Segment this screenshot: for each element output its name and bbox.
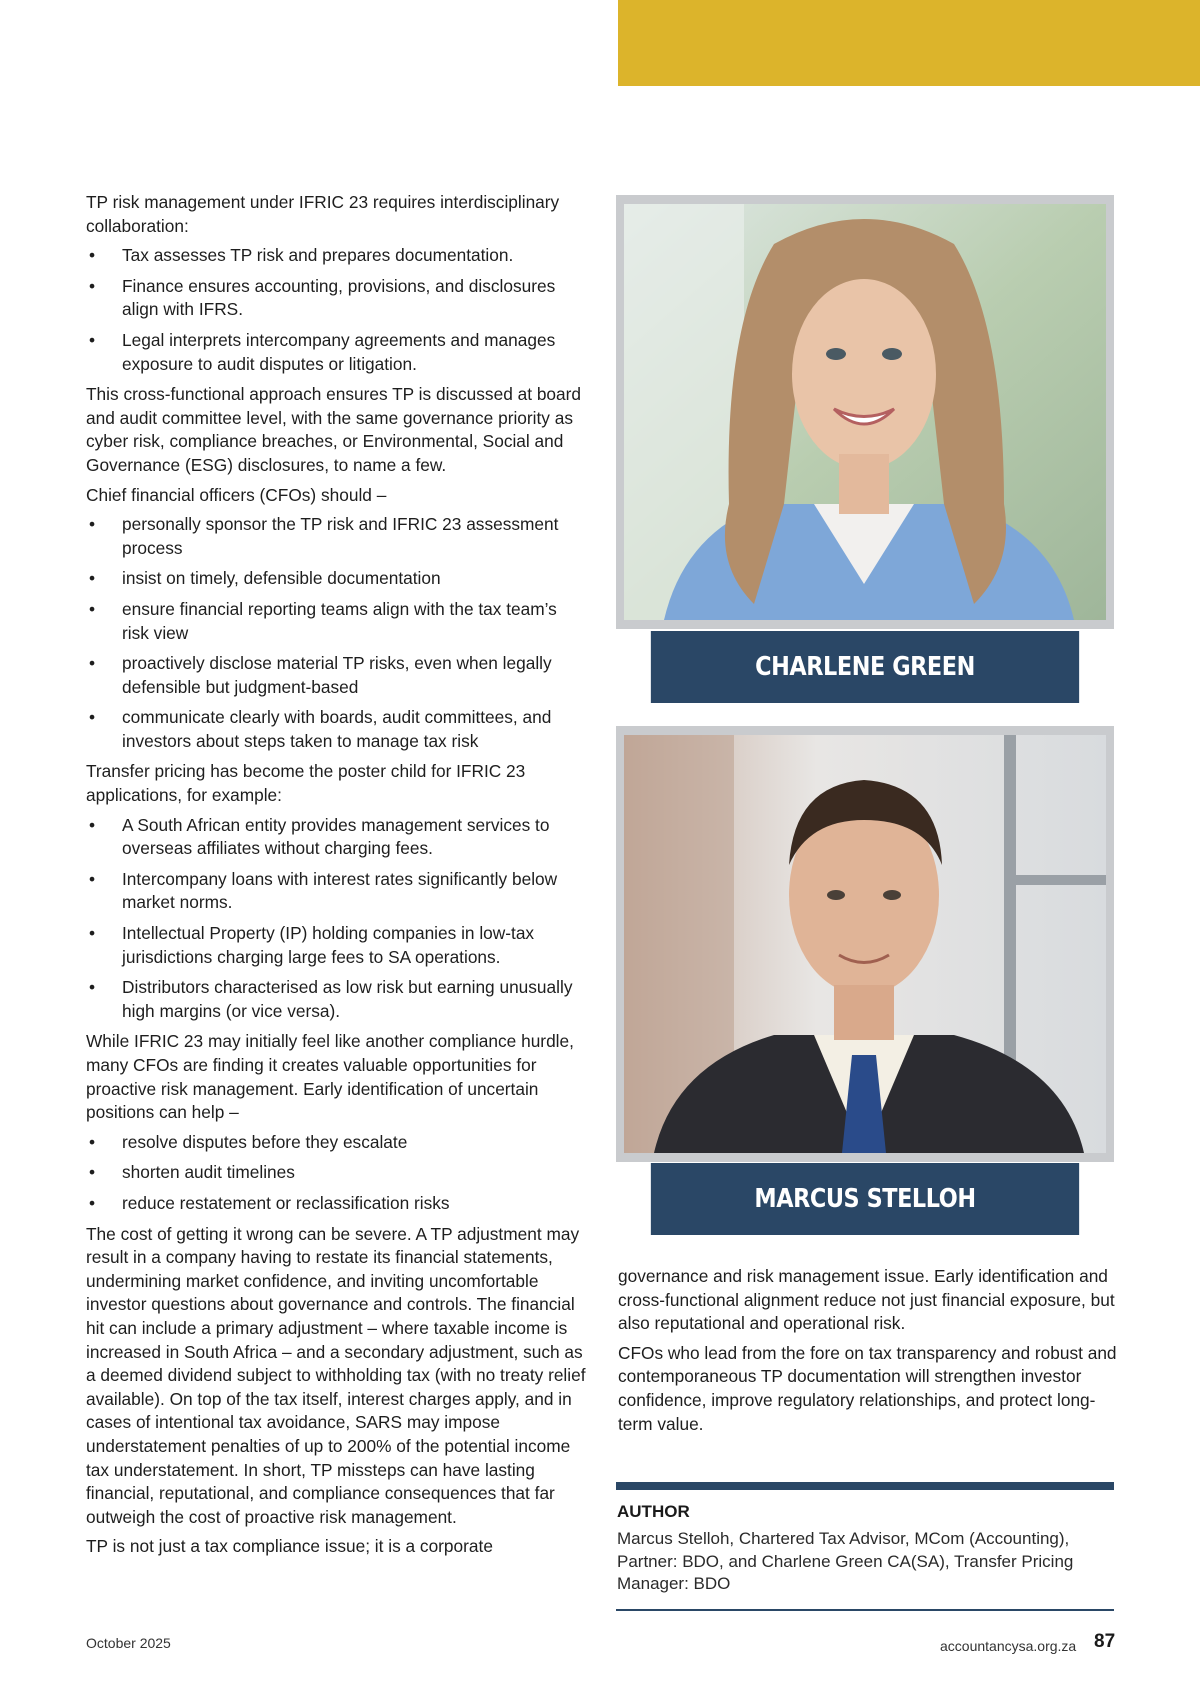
list-item: • Distributors characterised as low risk but earning unusually high margins (or vice versa). — [86, 976, 586, 1023]
bullet-list — [86, 1131, 586, 1216]
list-item: • Intellectual Property (IP) holding companies in low-tax jurisdictions charging large fees to SA operations. — [86, 922, 586, 969]
author-text: Marcus Stelloh, Chartered Tax Advisor, MCom (Accounting), Partner: BDO, and Charlene Green CA(SA), Transfer Pricing Manager: BDO — [617, 1529, 1074, 1593]
list-item: • resolve disputes before they escalate — [86, 1131, 586, 1155]
bullet-list — [86, 513, 586, 753]
list-item: • Tax assesses TP risk and prepares documentation. — [86, 244, 586, 268]
paragraph: Chief financial officers (CFOs) should – — [86, 484, 387, 505]
list-item: • reduce restatement or reclassification risks — [86, 1192, 586, 1216]
list-item: • ensure financial reporting teams align with the tax team’s risk view — [86, 598, 586, 645]
paragraph: This cross-functional approach ensures TP is discussed at board and audit committee level, with the same governance priority as cyber risk, compliance breaches, or Environmental, Social and Governance (ESG) disclosures, to name a few. — [86, 384, 582, 475]
list-item: • Legal interprets intercompany agreements and manages exposure to audit disputes or litigation. — [86, 329, 586, 376]
footer-date: October 2025 — [86, 1635, 171, 1651]
portrait-photo-marcus-stelloh — [616, 726, 1114, 1162]
list-item: • insist on timely, defensible documentation — [86, 567, 586, 591]
paragraph: The cost of getting it wrong can be severe. A TP adjustment may result in a company having to restate its financial statements, undermining market confidence, and inviting uncomfortable investor questions about governance and controls. The financial hit can include a primary adjustment – where taxable income is increased in South Africa – and a secondary adjustment, such as a deemed dividend subject to withholding tax (with no treaty relief available). On top of the tax itself, interest charges apply, and in cases of intentional tax avoidance, SARS may impose understatement penalties of up to 200% of the potential income tax understatement. In short, TP missteps can have lasting financial, reputational, and compliance consequences that far outweigh the cost of proactive risk management. — [86, 1223, 586, 1527]
list-item: • Intercompany loans with interest rates significantly below market norms. — [86, 868, 586, 915]
footer-website: accountancysa.org.za — [940, 1638, 1077, 1654]
paragraph: governance and risk management issue. Early identification and cross-functional alignment reduce not just financial exposure, but also reputational and operational risk. — [618, 1266, 1115, 1334]
bullet-list — [86, 814, 586, 1024]
page-number: 87 — [1094, 1631, 1116, 1652]
paragraph: TP is not just a tax compliance issue; it is a corporate — [86, 1536, 493, 1557]
accent-band — [618, 0, 1200, 86]
article-body-left — [86, 191, 586, 1565]
name-caption-marcus-stelloh: MARCUS STELLOH — [651, 1163, 1079, 1235]
list-item: • personally sponsor the TP risk and IFRIC 23 assessment process — [86, 513, 586, 560]
portrait-woman-image — [624, 204, 1106, 620]
paragraph: While IFRIC 23 may initially feel like another compliance hurdle, many CFOs are finding it creates valuable opportunities for proactive risk management. Early identification of uncertain positions can help – — [86, 1031, 574, 1123]
author-top-rule — [616, 1482, 1114, 1490]
list-item: • shorten audit timelines — [86, 1161, 586, 1185]
bullet-list — [86, 244, 586, 376]
author-heading: AUTHOR — [617, 1502, 690, 1521]
portrait-man-image — [624, 735, 1106, 1153]
list-item: • proactively disclose material TP risks, even when legally defensible but judgment-based — [86, 652, 586, 699]
list-item: • A South African entity provides management services to overseas affiliates without charging fees. — [86, 814, 586, 861]
author-bottom-rule — [616, 1609, 1114, 1611]
paragraph: CFOs who lead from the fore on tax transparency and robust and contemporaneous TP documentation will strengthen investor confidence, improve regulatory relationships, and protect long-term value. — [618, 1342, 1117, 1434]
name-caption-charlene-green: CHARLENE GREEN — [651, 631, 1079, 703]
article-body-right — [618, 1265, 1118, 1442]
list-item: • Finance ensures accounting, provisions, and disclosures align with IFRS. — [86, 275, 586, 322]
list-item: • communicate clearly with boards, audit committees, and investors about steps taken to manage tax risk — [86, 706, 586, 753]
paragraph: Transfer pricing has become the poster child for IFRIC 23 applications, for example: — [86, 761, 526, 806]
paragraph: TP risk management under IFRIC 23 requires interdisciplinary collaboration: — [86, 192, 560, 236]
portrait-photo-charlene-green — [616, 195, 1114, 629]
